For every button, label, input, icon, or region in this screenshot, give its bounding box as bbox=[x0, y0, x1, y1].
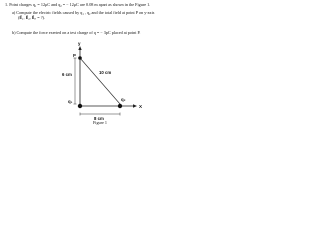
charge-q2-label: q₂ bbox=[121, 97, 126, 102]
part-a-question-continued: (E⃗₁, E⃗₂, E⃗ₚ = ?). bbox=[18, 15, 45, 20]
x-axis-label: X bbox=[139, 104, 143, 109]
charge-q1-marker bbox=[78, 104, 82, 108]
figure-caption: Figure 1 bbox=[92, 120, 108, 125]
figure-diagram bbox=[0, 0, 200, 133]
charge-q2-marker bbox=[118, 104, 122, 108]
y-axis-label: y bbox=[78, 41, 81, 46]
y-axis-arrow-icon bbox=[78, 46, 81, 50]
vertical-dimension-label: 6 cm bbox=[62, 72, 72, 77]
part-b-question: b) Compute the force exerted on a test charge of q = − 3pC placed at point P. bbox=[12, 30, 141, 35]
hypotenuse-dimension-label: 10 cm bbox=[99, 70, 112, 75]
problem-page bbox=[0, 0, 200, 133]
x-axis-arrow-icon bbox=[133, 104, 137, 107]
point-p-label: P bbox=[73, 53, 76, 58]
problem-statement: 1. Point charges q₁ = 12μC and q₂ = − 12μC are 0.08 m apart as shown in the Figure 1. bbox=[5, 2, 151, 7]
hypotenuse-line bbox=[80, 58, 120, 104]
point-p-marker bbox=[78, 56, 82, 60]
part-a-question: a) Compute the electric fields caused by q₁ , q₂ and the total field at point P on y-axis bbox=[12, 10, 155, 15]
charge-q1-label: q₁ bbox=[68, 99, 73, 104]
horizontal-dimension-label: 8 cm bbox=[94, 116, 104, 121]
